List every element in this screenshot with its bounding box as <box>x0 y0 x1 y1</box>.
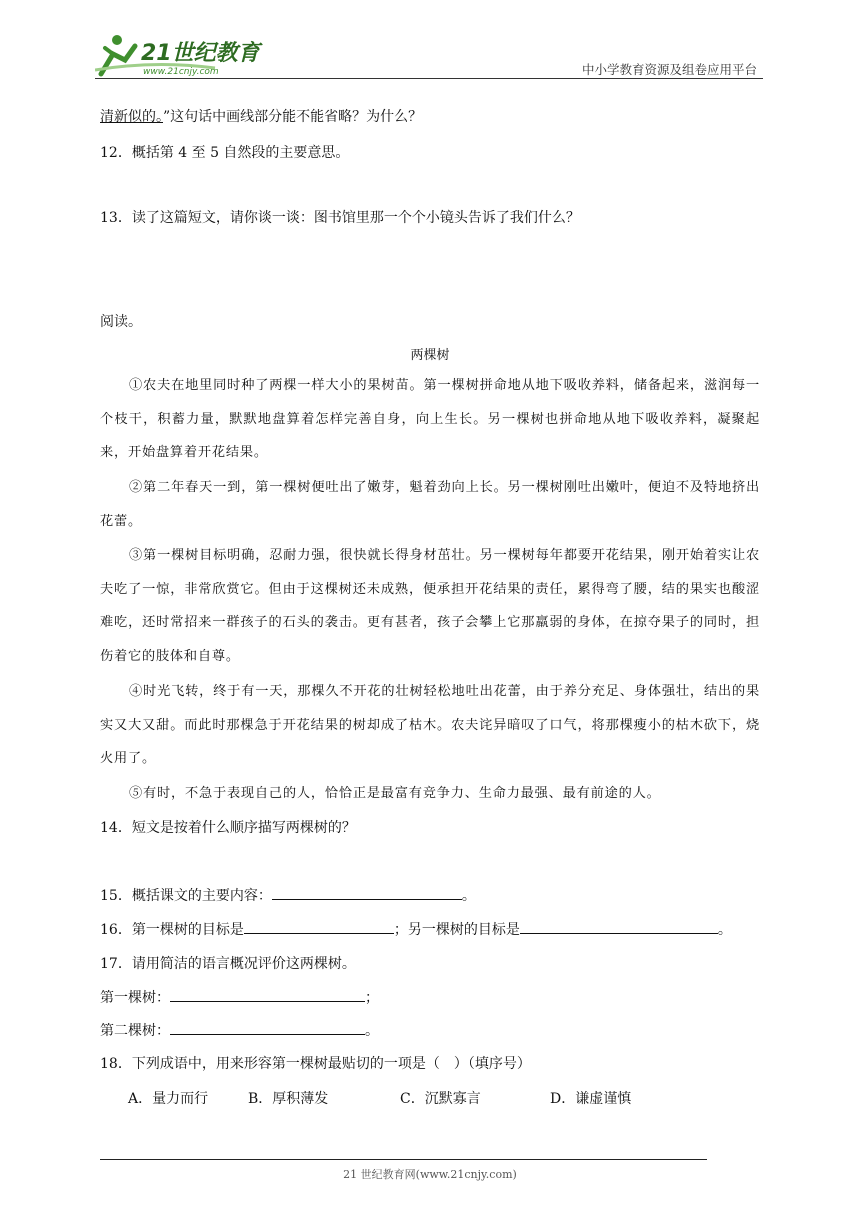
q16-text-a: 16．第一棵树的目标是 <box>100 922 244 938</box>
question-15 <box>100 885 476 905</box>
question-14: 14．短文是按着什么顺序描写两棵树的？ <box>100 820 356 836</box>
logo-text: 21世纪教育 <box>141 41 260 66</box>
paragraph-2: ②第二年春天一到，第一棵树便吐出了嫩芽，魁着劲向上长。另一棵树刚吐出嫩叶，便迫不及特地挤出花蕾。 <box>100 480 760 529</box>
question-18: 18．下列成语中，用来形容第一棵树最贴切的一项是（ ）（填序号） <box>100 1056 531 1072</box>
question-17: 17．请用简洁的语言概况评价这两棵树。 <box>100 956 356 972</box>
option-a[interactable]: A．量力而行 <box>128 1091 209 1107</box>
q11-underlined-text: 清新似的。 <box>100 109 163 125</box>
question-12: 12．概括第 4 至 5 自然段的主要意思。 <box>100 145 350 161</box>
logo-subtext: www.21cnjy.com <box>143 67 219 77</box>
q15-text: 15．概括课文的主要内容： <box>100 888 272 904</box>
q17-second-blank[interactable] <box>170 1020 365 1035</box>
q17-first-blank[interactable] <box>170 987 365 1002</box>
q15-answer-blank[interactable] <box>272 885 462 900</box>
option-d[interactable]: D．谦虚谨慎 <box>550 1091 632 1107</box>
q16-text-c: 。 <box>717 922 732 938</box>
question-11-tail <box>100 106 422 126</box>
paragraph-3: ③第一棵树目标明确，忍耐力强，很快就长得身材茁壮。另一棵树每年都要开花结果，刚开始着实让农夫吃了一惊，非常欣赏它。但由于这棵树还未成熟，便承担开花结果的责任，累得弯了腰，结的果实也酸涩难吃，还时常招来一群孩子的石头的袭击。更有甚者，孩子会攀上它那羸弱的身体，在掠夺果子的同时，担伤着它的肢体和自尊。 <box>100 548 760 665</box>
header-divider <box>95 78 763 79</box>
footer-divider <box>100 1159 707 1160</box>
platform-name: 中小学教育资源及组卷应用平台 <box>581 62 757 77</box>
q17-first-end: ； <box>365 990 379 1006</box>
q11-question-text: ”这句话中画线部分能不能省略？为什么？ <box>163 109 423 125</box>
q17-first-label: 第一棵树： <box>100 990 170 1006</box>
q17-second-label: 第二棵树： <box>100 1023 170 1039</box>
question-16 <box>100 919 732 939</box>
paragraph-1: ①农夫在地里同时种了两棵一样大小的果树苗。第一棵树拼命地从地下吸收养料，储备起来，滋润每一个枝干，积蓄力量，默默地盘算着怎样完善自身，向上生长。另一棵树也拼命地从地下吸收养料，凝聚起来，开始盘算着开花结果。 <box>100 378 760 461</box>
q17-first-tree <box>100 987 379 1007</box>
q15-end: 。 <box>461 888 476 904</box>
passage-title: 两棵树 <box>410 348 450 363</box>
paragraph-4: ④时光飞转，终于有一天，那棵久不开花的壮树轻松地吐出花蕾，由于养分充足、身体强壮，结出的果实又大又甜。而此时那棵急于开花结果的树却成了枯木。农夫诧异暗叹了口气，将那棵瘦小的枯木砍下，烧火用了。 <box>100 684 760 767</box>
option-c[interactable]: C．沉默寡言 <box>400 1091 481 1107</box>
q16-blank-1[interactable] <box>244 919 394 934</box>
paragraph-5: ⑤有时，不急于表现自己的人，恰恰正是最富有竞争力、生命力最强、最有前途的人。 <box>129 786 661 801</box>
page-header <box>95 30 765 80</box>
reading-label: 阅读。 <box>100 314 142 330</box>
question-13: 13．读了这篇短文，请你谈一谈：图书馆里那一个个小镜头告诉了我们什么？ <box>100 210 580 226</box>
site-logo <box>95 30 265 78</box>
page-footer: 21 世纪教育网(www.21cnjy.com) <box>343 1168 517 1181</box>
q17-second-end: 。 <box>365 1023 379 1039</box>
q17-second-tree <box>100 1020 379 1040</box>
option-b[interactable]: B．厚积薄发 <box>248 1091 329 1107</box>
q16-text-b: ；另一棵树的目标是 <box>393 922 520 938</box>
q16-blank-2[interactable] <box>520 919 718 934</box>
